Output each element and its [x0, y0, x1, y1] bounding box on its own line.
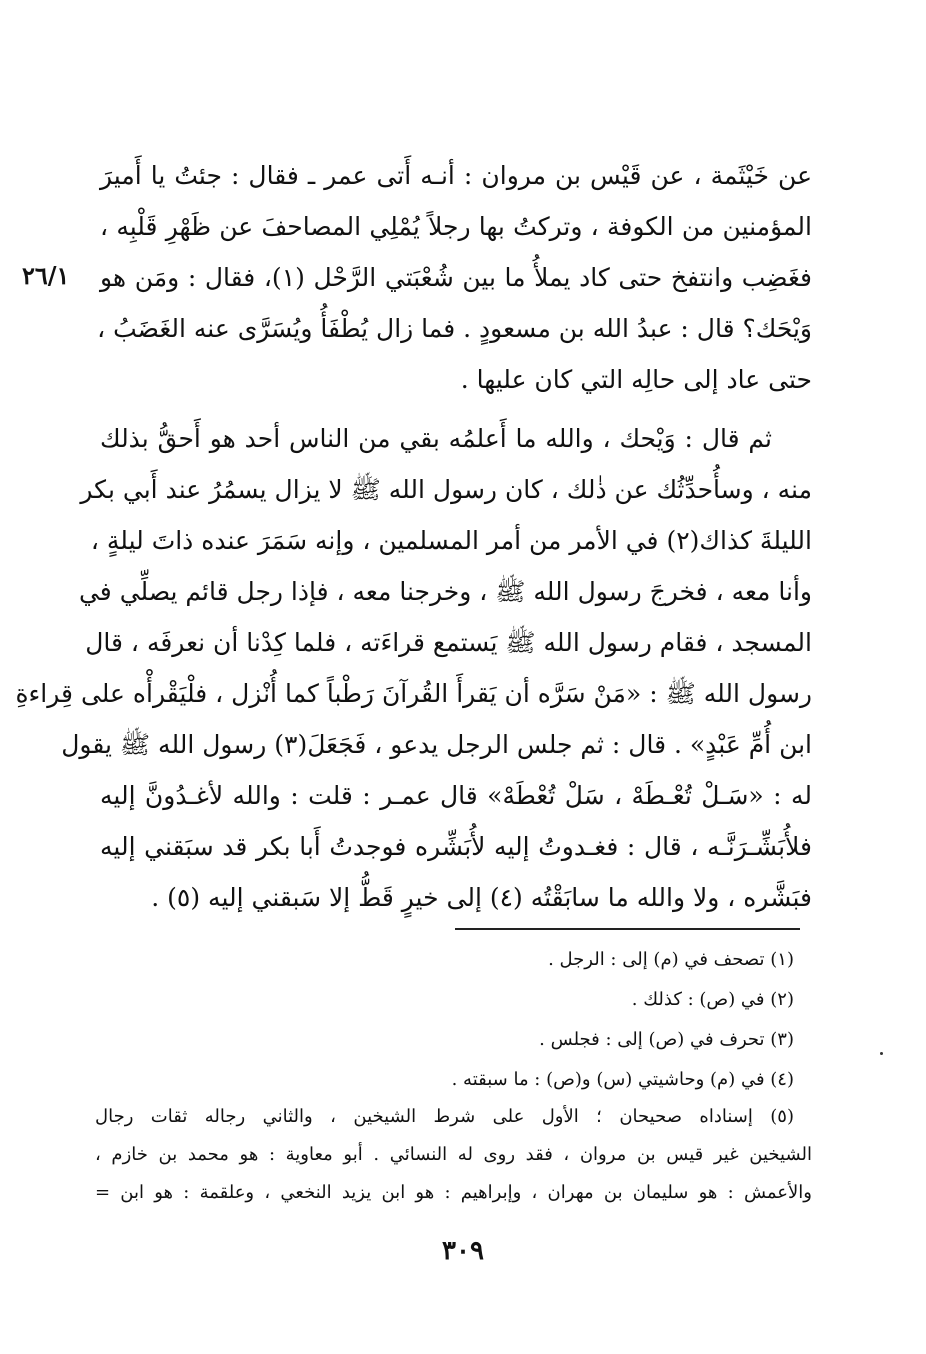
footnote-separator: [455, 928, 800, 930]
margin-reference: ٢٦/١: [22, 261, 70, 290]
text-line: منه ، وسأُحدِّثُك عن ذٰلك ، كان رسول الله ﷺ لا يزال يسمُرُ عند أَبي بكر: [80, 475, 812, 504]
text-line: وأنا معه ، فخرجَ رسول الله ﷺ ، وخرجنا معه ، فإذا رجل قائم يصلِّي في: [78, 577, 812, 606]
footnote: (٣) تحرف في (ص) إلى : فجلس .: [539, 1029, 794, 1050]
text-line: المؤمنين من الكوفة ، وتركتُ بها رجلاً يُمْلِي المصاحفَ عن ظَهْرِ قَلْبِه ،: [100, 212, 812, 241]
text-line: فبَشَّره ، ولا والله ما سابَقْتُه (٤) إلى خيرٍ قَطُّ إلا سَبقني إليه (٥) .: [151, 883, 812, 912]
page-number: ٣٠٩: [442, 1236, 484, 1266]
footnote: (٤) في (م) وحاشيتي (س) و(ص) : ما سبقته .: [451, 1069, 794, 1090]
footnote: (١) تصحف في (م) إلى : الرجل .: [548, 949, 794, 970]
page-speck: [880, 1052, 883, 1055]
text-line: ابن أُمِّ عَبْدٍ» . قال : ثم جلس الرجل يدعو ، فَجَعَلَ(٣) رسول الله ﷺ يقول: [61, 730, 812, 759]
text-line: عن خَيْثَمة ، عن قَيْس بن مروان : أنـه أَتى عمر ـ فقال : جئتُ يا أَميرَ: [100, 161, 812, 190]
text-line: فلأُبَشِّـرَنَّـه ، قال : فغـدوتُ إليه لأُبَشِّره فوجدتُ أَبا بكر قد سبَقني إليه: [100, 832, 812, 861]
footnote: (٢) في (ص) : كذلك .: [631, 989, 794, 1010]
text-line: الليلةَ كذاك(٢) في الأمر من أمر المسلمين ، وإنه سَمَرَ عنده ذاتَ ليلةٍ ،: [90, 526, 812, 555]
footnotes: [95, 940, 812, 1214]
footnote: (٥) إسناداه صحيحان ؛ الأول على شرط الشيخين ، والثاني رجاله ثقات رجال: [95, 1106, 794, 1127]
footnote-continuation: والأعمش : هو سليمان بن مهران ، وإبراهيم : هو ابن يزيد النخعي ، وعلقمة : هو ابن =: [95, 1182, 812, 1203]
text-line: له : «سَـلْ تُعْـطَهْ ، سَلْ تُعْطَهْ» قال عمـر : قلت : والله لأغـدُونَّ إليه: [100, 781, 812, 810]
text-line: وَيْحَك؟ قال : عبدُ الله بن مسعودٍ . فما زال يُطْفَأُ ويُسَرَّى عنه الغَضَبُ ،: [97, 314, 812, 343]
footnote-continuation: الشيخين غير قيس بن مروان ، فقد روى له النسائي . أبو معاوية : هو محمد بن خازم ،: [95, 1144, 812, 1165]
text-line: حتى عاد إلى حالِه التي كان عليها .: [460, 365, 812, 394]
text-line: رسول الله ﷺ : «مَنْ سَرَّه أن يَقرأَ القُرآنَ رَطْباً كما أُنْزل ، فلْيَقْرأْه على قِراءةِ: [15, 679, 812, 708]
text-line: فغَضِب وانتفخ حتى كاد يملأُ ما بين شُعْبَتي الرَّحْل (١)، فقال : ومَن هو: [100, 263, 812, 292]
text-line: المسجد ، فقام رسول الله ﷺ يَستمع قراءَته ، فلما كِدْنا أن نعرفَه ، قال: [85, 628, 812, 657]
text-line: ثم قال : وَيْحك ، والله ما أَعلمُه بقي من الناس أحد هو أَحقُّ بذلك: [100, 424, 773, 453]
